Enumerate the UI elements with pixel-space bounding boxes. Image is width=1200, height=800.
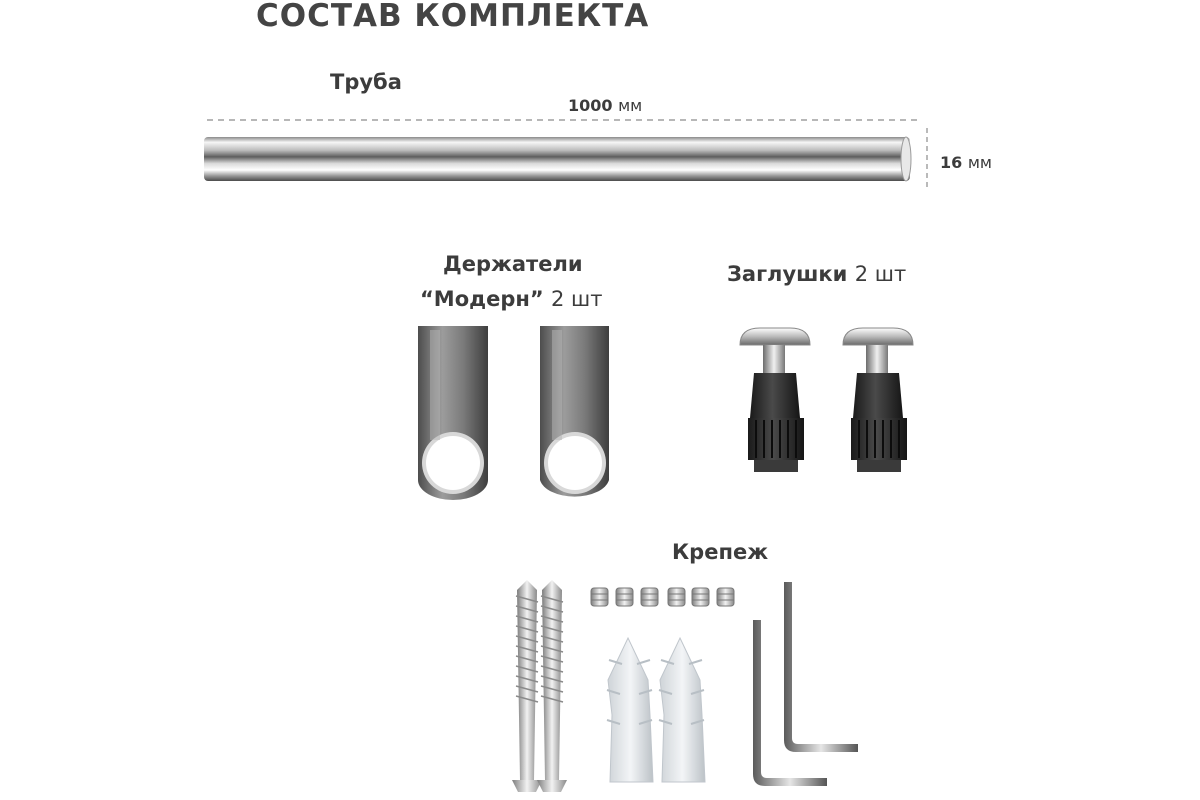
set-screw-image — [616, 588, 633, 606]
end-plug-image — [843, 328, 913, 472]
set-screw-image — [591, 588, 608, 606]
pipe-length-unit: мм — [618, 96, 643, 115]
set-screw-image — [692, 588, 709, 606]
pipe-length-value: 1000 — [568, 96, 613, 115]
set-screw-image — [717, 588, 734, 606]
holder-image — [540, 326, 609, 497]
holder-image — [418, 326, 488, 500]
plugs-count: 2 шт — [854, 262, 907, 286]
wall-dowel-image — [607, 638, 653, 782]
set-screw-image — [668, 588, 685, 606]
pipe-label: Труба — [330, 70, 402, 94]
set-screw-image — [641, 588, 658, 606]
fasteners-label: Крепеж — [672, 540, 769, 564]
kit-title: СОСТАВ КОМПЛЕКТА — [256, 0, 650, 34]
holders-label-line1: Держатели — [443, 252, 583, 276]
plugs-name: Заглушки — [727, 262, 848, 286]
holders-model-name: “Модерн” — [420, 287, 544, 311]
wall-dowel-image — [659, 638, 705, 782]
holders-count: 2 шт — [551, 287, 603, 311]
end-plug-image — [740, 328, 810, 472]
screw-image — [512, 580, 542, 792]
pipe-image — [204, 137, 911, 181]
hex-key-image — [784, 582, 858, 752]
pipe-diameter-value: 16 — [940, 153, 963, 172]
pipe-diameter-unit: мм — [967, 153, 992, 172]
screw-image — [537, 580, 567, 792]
